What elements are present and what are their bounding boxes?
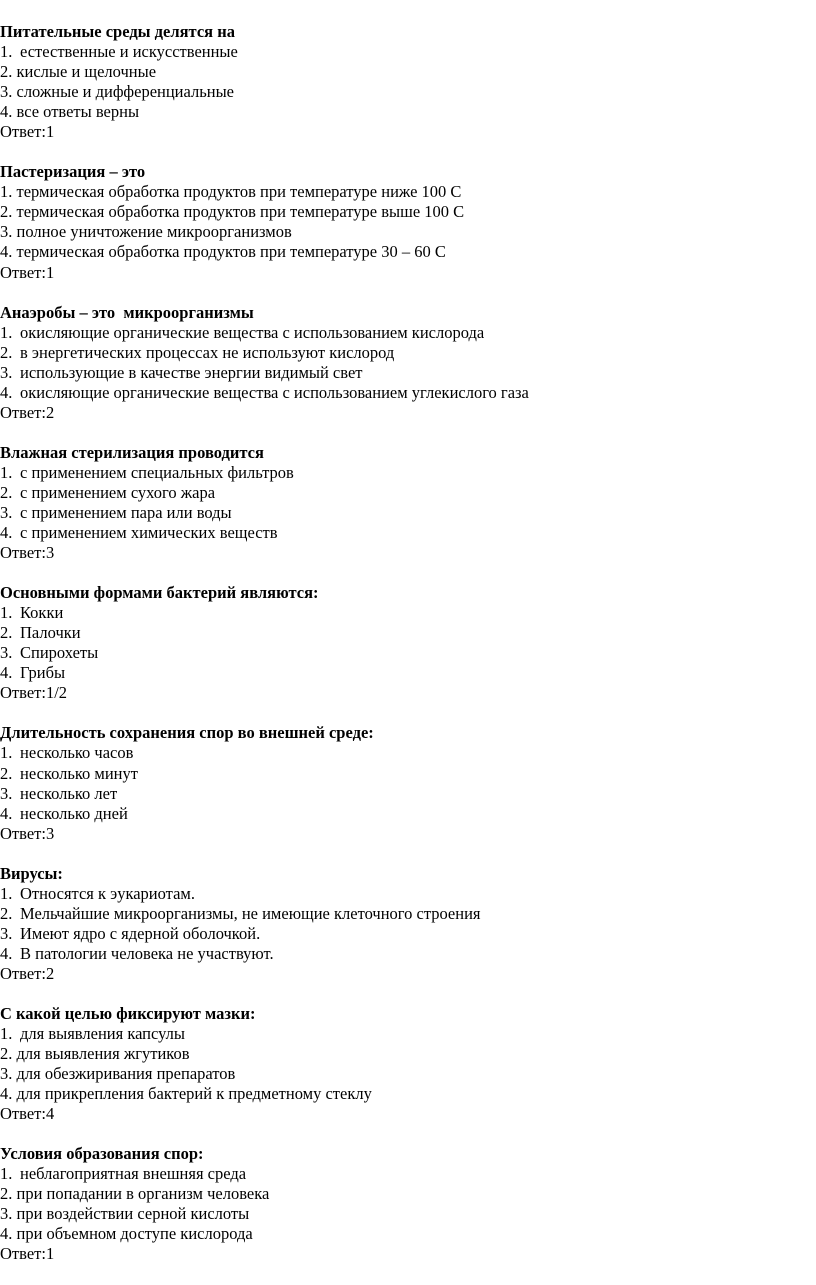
option-number: 1.	[0, 1024, 13, 1044]
question-block	[0, 864, 816, 984]
question-title: Условия образования спор:	[0, 1144, 204, 1164]
answer-option	[0, 222, 816, 242]
option-number: 4.	[0, 1224, 13, 1244]
question-title: Влажная стерилизация проводится	[0, 442, 264, 462]
answer-option	[0, 323, 816, 343]
option-number: 1.	[0, 182, 13, 202]
question-block	[0, 443, 816, 563]
answer-option	[0, 202, 816, 222]
option-text: Относятся к эукариотам.	[20, 883, 195, 903]
option-text: для прикрепления бактерий к предметному стеклу	[16, 1084, 372, 1104]
question-block	[0, 723, 816, 843]
option-text: для обезжиривания препаратов	[16, 1064, 236, 1084]
answer-key: Ответ:2	[0, 402, 55, 422]
option-number: 3.	[0, 82, 13, 102]
question-title: С какой целью фиксируют мазки:	[0, 1003, 256, 1023]
answer-option	[0, 182, 816, 202]
option-number: 4.	[0, 1084, 13, 1104]
option-text: при попадании в организм человека	[16, 1184, 270, 1204]
option-number: 3.	[0, 362, 13, 382]
option-text: несколько часов	[20, 743, 134, 763]
option-number: 1.	[0, 883, 13, 903]
answer-option	[0, 1084, 816, 1104]
question-block	[0, 22, 816, 142]
option-text: окисляющие органические вещества с использованием углекислого газа	[20, 382, 529, 402]
option-text: неблагоприятная внешняя среда	[20, 1164, 247, 1184]
option-number: 4.	[0, 382, 13, 402]
option-number: 3.	[0, 1064, 13, 1084]
option-text: в энергетических процессах не используют кислород	[20, 342, 395, 362]
option-text: все ответы верны	[16, 102, 140, 122]
answer-option	[0, 663, 816, 683]
option-number: 3.	[0, 222, 13, 242]
answer-option	[0, 42, 816, 62]
answer-option	[0, 944, 816, 964]
option-text: с применением пара или воды	[20, 502, 232, 522]
answer-option	[0, 884, 816, 904]
answer-option	[0, 623, 816, 643]
option-number: 2.	[0, 1184, 13, 1204]
option-number: 4.	[0, 523, 13, 543]
option-text: кислые и щелочные	[16, 62, 157, 82]
answer-option	[0, 363, 816, 383]
option-text: несколько лет	[20, 783, 118, 803]
option-text: полное уничтожение микроорганизмов	[16, 222, 292, 242]
answer-key: Ответ:3	[0, 543, 55, 563]
question-block	[0, 303, 816, 423]
option-number: 2.	[0, 903, 13, 923]
option-number: 1.	[0, 1164, 13, 1184]
option-text: Имеют ядро с ядерной оболочкой.	[20, 923, 261, 943]
question-title: Пастеризация – это	[0, 162, 146, 182]
answer-key: Ответ:4	[0, 1104, 55, 1124]
answer-option	[0, 1184, 816, 1204]
question-block	[0, 162, 816, 282]
answer-option	[0, 784, 816, 804]
option-number: 2.	[0, 62, 13, 82]
question-title: Длительность сохранения спор во внешней среде:	[0, 723, 374, 743]
option-number: 2.	[0, 1044, 13, 1064]
option-number: 3.	[0, 1204, 13, 1224]
answer-option	[0, 924, 816, 944]
option-number: 2.	[0, 763, 13, 783]
option-text: Грибы	[20, 663, 66, 683]
answer-option	[0, 102, 816, 122]
answer-option	[0, 1164, 816, 1184]
option-number: 1.	[0, 462, 13, 482]
option-number: 1.	[0, 743, 13, 763]
answer-option	[0, 242, 816, 262]
option-number: 2.	[0, 202, 13, 222]
option-text: термическая обработка продуктов при температуре выше 100 С	[16, 202, 465, 222]
option-number: 1.	[0, 322, 13, 342]
option-text: при объемном доступе кислорода	[16, 1224, 253, 1244]
option-number: 2.	[0, 482, 13, 502]
option-text: Палочки	[20, 623, 81, 643]
question-block	[0, 583, 816, 703]
option-number: 4.	[0, 242, 13, 262]
question-block	[0, 1004, 816, 1124]
question-title: Основными формами бактерий являются:	[0, 583, 319, 603]
option-text: термическая обработка продуктов при температуре 30 – 60 С	[16, 242, 446, 262]
question-title: Питательные среды делятся на	[0, 22, 235, 41]
answer-option	[0, 904, 816, 924]
option-text: Кокки	[20, 603, 64, 623]
answer-option	[0, 503, 816, 523]
answer-key: Ответ:2	[0, 963, 55, 983]
answer-option	[0, 343, 816, 363]
answer-option	[0, 1044, 816, 1064]
answer-option	[0, 463, 816, 483]
answer-option	[0, 764, 816, 784]
answer-option	[0, 1204, 816, 1224]
question-block	[0, 1144, 816, 1264]
answer-key: Ответ:1/2	[0, 683, 68, 703]
answer-option	[0, 1224, 816, 1244]
answer-key: Ответ:3	[0, 823, 55, 843]
option-text: термическая обработка продуктов при температуре ниже 100 С	[16, 182, 462, 202]
question-title: Анаэробы – это микроорганизмы	[0, 302, 254, 322]
answer-option	[0, 523, 816, 543]
answer-option	[0, 603, 816, 623]
answer-key: Ответ:1	[0, 1244, 55, 1264]
answer-option	[0, 1064, 816, 1084]
option-text: использующие в качестве энергии видимый свет	[20, 362, 363, 382]
option-text: для выявления жгутиков	[16, 1044, 190, 1064]
option-number: 4.	[0, 803, 13, 823]
option-text: Мельчайшие микроорганизмы, не имеющие клеточного строения	[20, 903, 481, 923]
option-number: 1.	[0, 42, 13, 62]
option-number: 4.	[0, 943, 13, 963]
answer-option	[0, 383, 816, 403]
option-text: Спирохеты	[20, 643, 99, 663]
option-text: сложные и дифференциальные	[16, 82, 234, 102]
answer-key: Ответ:1	[0, 122, 55, 142]
answer-option	[0, 62, 816, 82]
answer-key: Ответ:1	[0, 262, 55, 282]
option-text: с применением специальных фильтров	[20, 462, 294, 482]
option-text: при воздействии серной кислоты	[16, 1204, 250, 1224]
option-number: 2.	[0, 342, 13, 362]
option-number: 4.	[0, 663, 13, 683]
option-number: 3.	[0, 502, 13, 522]
document-body	[0, 22, 816, 1285]
option-text: несколько дней	[20, 803, 128, 823]
option-number: 1.	[0, 603, 13, 623]
option-number: 2.	[0, 623, 13, 643]
option-text: окисляющие органические вещества с использованием кислорода	[20, 322, 485, 342]
option-text: с применением сухого жара	[20, 482, 216, 502]
option-number: 3.	[0, 783, 13, 803]
question-title: Вирусы:	[0, 863, 63, 883]
option-number: 3.	[0, 643, 13, 663]
answer-option	[0, 643, 816, 663]
option-text: несколько минут	[20, 763, 138, 783]
answer-option	[0, 743, 816, 763]
option-number: 3.	[0, 923, 13, 943]
option-text: для выявления капсулы	[20, 1024, 185, 1044]
answer-option	[0, 483, 816, 503]
option-number: 4.	[0, 102, 13, 122]
option-text: В патологии человека не участвуют.	[20, 943, 274, 963]
option-text: с применением химических веществ	[20, 523, 278, 543]
answer-option	[0, 82, 816, 102]
answer-option	[0, 1024, 816, 1044]
option-text: естественные и искусственные	[20, 42, 238, 62]
answer-option	[0, 804, 816, 824]
